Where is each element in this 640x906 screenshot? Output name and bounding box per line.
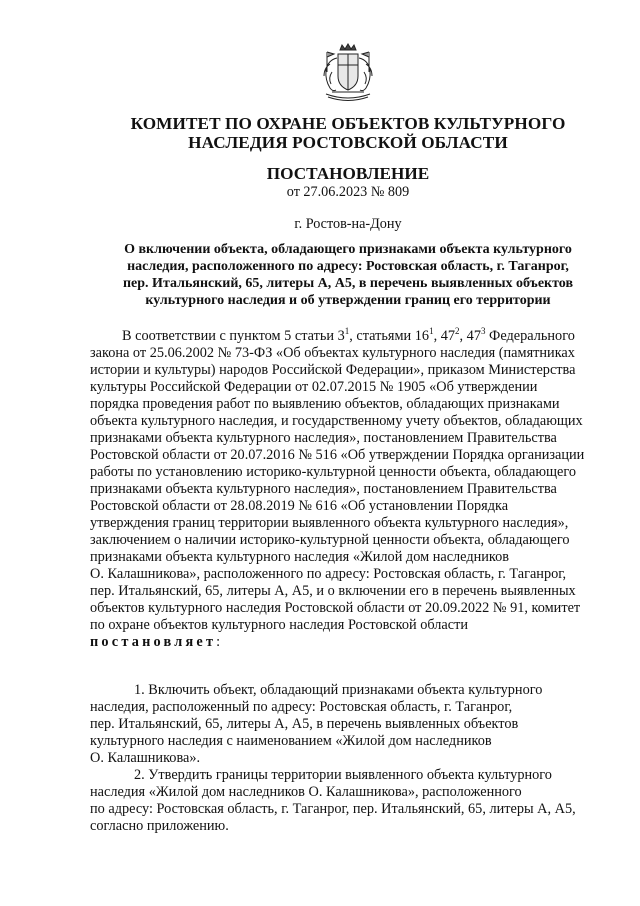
resolves-word: постановляет <box>90 634 217 650</box>
document-type-title: ПОСТАНОВЛЕНИЕ <box>266 164 430 183</box>
superscript: 1 <box>344 326 350 337</box>
coat-of-arms-emblem <box>318 42 378 104</box>
preamble-line: объекта культурного наследия, и государственному учету объектов, обладающих <box>90 413 583 429</box>
preamble-line: истории и культуры) народов Российской Федерации», приказом Министерства <box>90 362 576 378</box>
preamble-line: объектов культурного наследия Ростовской области от 20.09.2022 № 91, комитет <box>90 600 581 616</box>
preamble-text: Федерального <box>485 328 575 344</box>
document-city: г. Ростов-на-Дону <box>294 216 402 232</box>
organization-name-line2: НАСЛЕДИЯ РОСТОВСКОЙ ОБЛАСТИ <box>188 133 508 152</box>
preamble-line: заключением о наличии историко-культурной ценности объекта, обладающего <box>90 532 570 548</box>
preamble-text: , статьями 16 <box>349 328 430 344</box>
subject-line: культурного наследия и об утверждении границ его территории <box>145 293 551 308</box>
subject-line: О включении объекта, обладающего признаками объекта культурного <box>124 242 572 257</box>
preamble-first-line <box>122 328 575 345</box>
preamble-text: , 47 <box>433 328 456 344</box>
document-date-number: от 27.06.2023 № 809 <box>286 184 410 200</box>
preamble-line: по охране объектов культурного наследия Ростовской области <box>90 617 468 633</box>
superscript: 2 <box>455 326 460 337</box>
superscript: 1 <box>429 326 434 337</box>
preamble-text: В соответствии с пунктом 5 статьи 3 <box>122 328 345 344</box>
preamble-line: Ростовской области от 20.07.2016 № 516 «Об утверждении Порядка организации <box>90 447 585 463</box>
preamble-line: признаками объекта культурного наследия», постановлением Правительства <box>90 481 557 497</box>
item-line: 1. Включить объект, обладающий признаками объекта культурного <box>134 682 543 698</box>
item-line: по адресу: Ростовская область, г. Таганрог, пер. Итальянский, 65, литеры А, А5, <box>90 801 576 817</box>
preamble-line: пер. Итальянский, 65, литеры А, А5, и о включении его в перечень выявленных <box>90 583 576 599</box>
preamble-line: Ростовской области от 28.08.2019 № 616 «Об установлении Порядка <box>90 498 509 514</box>
subject-line: пер. Итальянский, 65, литеры А, А5, в перечень выявленных объектов <box>122 276 574 291</box>
item-line: 2. Утвердить границы территории выявленного объекта культурного <box>134 767 552 783</box>
preamble-line: закона от 25.06.2002 № 73-ФЗ «Об объектах культурного наследия (памятниках <box>90 345 575 361</box>
preamble-line: О. Калашникова», расположенного по адресу: Ростовская область, г. Таганрог, <box>90 566 567 582</box>
preamble-line: порядка проведения работ по выявлению объектов, обладающих признаками <box>90 396 560 412</box>
superscript: 3 <box>480 326 486 337</box>
preamble-line: признаками объекта культурного наследия «Жилой дом наследников <box>90 549 510 565</box>
item-line: культурного наследия с наименованием «Жилой дом наследников <box>90 733 492 749</box>
preamble-text: , 47 <box>459 328 481 344</box>
item-line: О. Калашникова». <box>90 750 201 766</box>
preamble-line: утверждения границ территории выявленного объекта культурного наследия», <box>90 515 569 531</box>
subject-line: наследия, расположенного по адресу: Ростовская область, г. Таганрог, <box>127 259 569 274</box>
preamble-line: работы по установлению историко-культурной ценности объекта, обладающего <box>90 464 577 480</box>
item-line: согласно приложению. <box>90 818 229 834</box>
organization-name-line1: КОМИТЕТ ПО ОХРАНЕ ОБЪЕКТОВ КУЛЬТУРНОГО <box>130 114 566 133</box>
preamble-line: культуры Российской Федерации от 02.07.2015 № 1905 «Об утверждении <box>90 379 538 395</box>
resolves-colon: : <box>216 634 221 650</box>
item-line: наследия «Жилой дом наследников О. Калашникова», расположенного <box>90 784 522 800</box>
resolves-line <box>90 634 220 651</box>
item-line: наследия, расположенный по адресу: Ростовская область, г. Таганрог, <box>90 699 513 715</box>
preamble-line: признаками объекта культурного наследия», постановлением Правительства <box>90 430 557 446</box>
item-line: пер. Итальянский, 65, литеры А, А5, в перечень выявленных объектов <box>90 716 519 732</box>
